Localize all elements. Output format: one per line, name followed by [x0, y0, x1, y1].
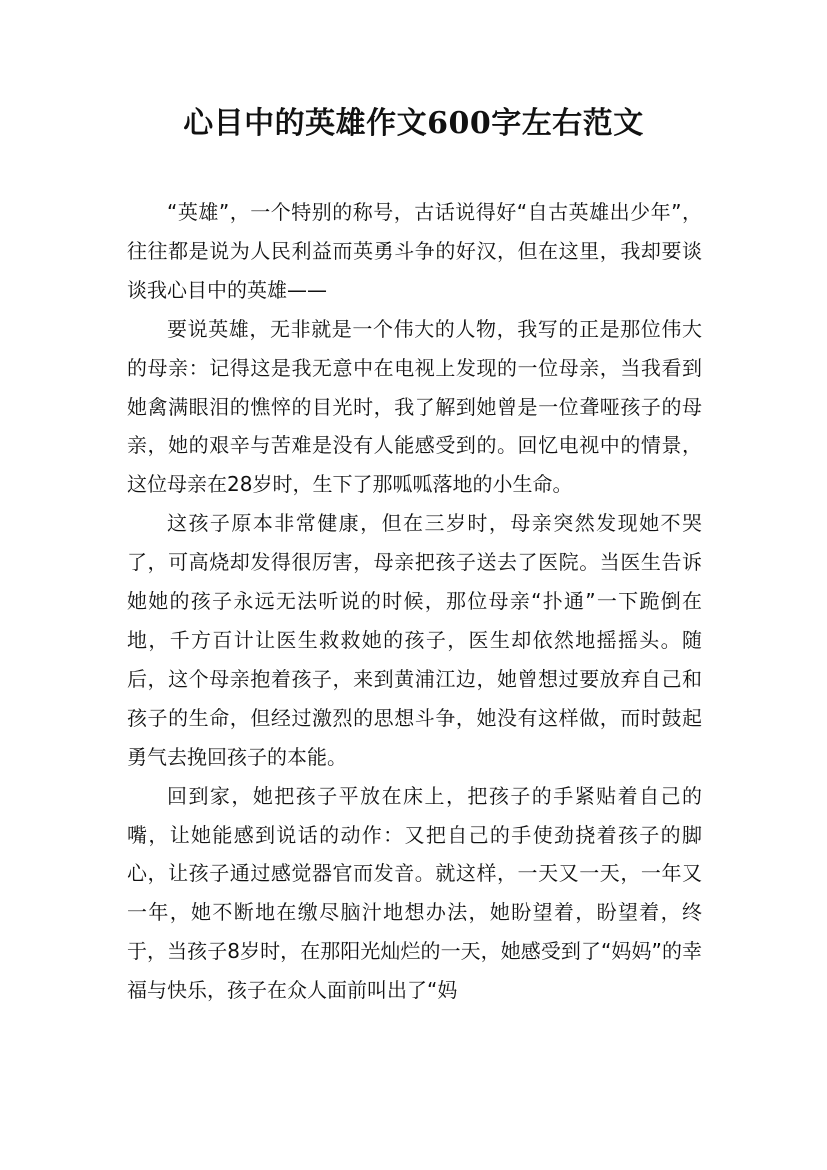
- paragraph-3: 这孩子原本非常健康，但在三岁时，母亲突然发现她不哭了，可高烧却发得很厉害，母亲把孩子送去了医院。当医生告诉她她的孩子永远无法听说的时候，那位母亲“扑通”一下跪倒在地，千方百计让医生救救她的孩子，医生却依然地摇摇头。随后，这个母亲抱着孩子，来到黄浦江边，她曾想过要放弃自己和孩子的生命，但经过激烈的思想斗争，她没有这样做，而时鼓起勇气去挽回孩子的本能。: [127, 511, 702, 769]
- paragraph-2: 要说英雄，无非就是一个伟大的人物，我写的正是那位伟大的母亲：记得这是我无意中在电视上发现的一位母亲，当我看到她禽满眼泪的憔悴的目光时，我了解到她曾是一位聋哑孩子的母亲，她的艰辛与苦难是没有人能感受到的。回忆电视中的情景，这位母亲在28岁时，生下了那呱呱落地的小生命。: [127, 316, 702, 497]
- page-title: 心目中的英雄作文600字左右范文: [183, 106, 644, 141]
- paragraph-4: 回到家，她把孩子平放在床上，把孩子的手紧贴着自己的嘴，让她能感到说话的动作：又把自己的手使劲挠着孩子的脚心，让孩子通过感觉器官而发音。就这样，一天又一天，一年又一年，她不断地在缴尽脑汁地想办法，她盼望着，盼望着，终于，当孩子8岁时，在那阳光灿烂的一天，她感受到了“妈妈”的幸福与快乐，孩子在众人面前叫出了“妈: [127, 783, 702, 1003]
- paragraph-1: “英雄”，一个特别的称号，古话说得好“自古英雄出少年”，往往都是说为人民利益而英勇斗争的好汉，但在这里，我却要谈谈我心目中的英雄——: [127, 200, 702, 302]
- article-body: [127, 193, 702, 1010]
